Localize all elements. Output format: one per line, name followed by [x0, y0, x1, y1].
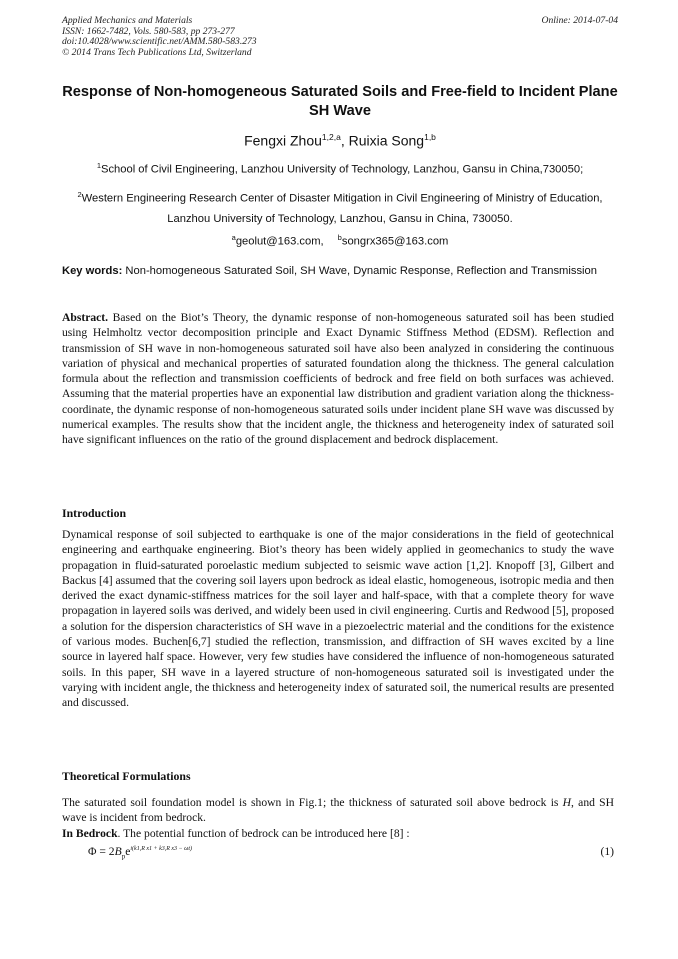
introduction-heading: Introduction — [62, 506, 127, 520]
author-list — [62, 128, 618, 150]
keywords-block — [62, 264, 614, 279]
affiliation-1 — [62, 156, 618, 180]
issn-line: ISSN: 1662-7482, Vols. 580-583, pp 273-277 — [62, 25, 235, 37]
author-separator: , — [340, 132, 349, 149]
abstract-block — [62, 310, 614, 448]
equation-exponent: i(k1,R x1 + k3,R x3 − ωt) — [130, 846, 193, 853]
bedrock-text: . The potential function of bedrock can be introduced here [8] : — [117, 826, 410, 840]
introduction-text: Dynamical response of soil subjected to earthquake is one of the major considerations in the field of geotechnical engineering and earthquake engineering. Biot’s theory has been widely applied in geomechanics to study the wave propagation in fluid-saturated poroelastic medium subjected to seismic wave action [1,2]. Knopoff [3], Gilbert and Backus [4] assumed that the covering soil layers upon bedrock as ideal elastic, homogeneous, isotropic media and then derived the exact dynamic-stiffness matrices for the soil layer and half-space, with that a complete theory for wave propagation in layered soils was derived, and widely been used in civil engineering. Curtis and Redwood [5], proposed a solution for the dispersion characteristics of SH wave in a piezoelectric material and the conditions for the existence of various modes. Buchen[6,7] studied the reflection, transmission, and diffraction of SH waves excited by a line source in layered half space. However, very few studies have considered the influence of non-homogeneous saturated soils. In this paper, SH wave in a layered structure of non-homogeneous saturated soil is investigated under the varying with incident angle, the thickness and heterogeneity index of saturated soil, the numerical results are presented and discussed. — [62, 528, 614, 710]
abstract-label: Abstract. — [62, 311, 109, 324]
author-superscript: 1,b — [424, 132, 436, 142]
email-marker: b — [337, 233, 342, 242]
email-address[interactable]: songrx365@163.com — [341, 235, 449, 248]
equation-number: (1) — [600, 845, 614, 858]
paper-title: Response of Non-homogeneous Saturated Soils and Free-field to Incident Plane SH Wave — [62, 84, 618, 119]
email-address[interactable]: geolut@163.com, — [235, 235, 324, 248]
theory-paragraph: The saturated soil foundation model is shown in Fig.1; the thickness of saturated soil above bedrock is — [62, 796, 563, 809]
abstract-text: Based on the Biot’s Theory, the dynamic response of non-homogeneous saturated soil has been studied using Helmholtz vector decomposition principle and Exact Dynamic Stiffness Method (EDSM). Reflection and transmission of SH wave in non-homogeneous saturated soil have also been analyzed in considering the continuous variation of physical and mechanical properties of saturated foundation along the thickness. The general calculation formula about the reflection and transmission coefficients of bedrock and free field on both surfaces was achieved. Assuming that the material properties have an exponential law distribution and gradient variation along the thickness-coordinate, the dynamic response of non-homogeneous saturated soils under incident plane SH wave was discussed by numerical examples. The results show that the incident angle, the thickness and heterogeneity index of saturated soil have significant influences on the ratio of the ground displacement and bedrock displacement. — [62, 311, 614, 447]
bedrock-label: In Bedrock — [62, 826, 118, 840]
doi-line[interactable]: doi:10.4028/www.scientific.net/AMM.580-583.273 — [62, 36, 257, 48]
affiliation-2 — [62, 185, 618, 230]
theory-paragraph: , and SH wave is incident from bedrock. — [62, 796, 614, 825]
copyright-line: © 2014 Trans Tech Publications Ltd, Switzerland — [62, 46, 252, 58]
equation-1 — [88, 842, 614, 862]
affiliation-marker: 2 — [77, 190, 82, 199]
online-date: Online: 2014-07-04 — [541, 15, 618, 26]
journal-name: Applied Mechanics and Materials — [62, 15, 193, 26]
equation-expression: $\Phi = 2B_pe^{i(k1,R x1 + k3,R x3 - \omega t)}$ — [88, 845, 193, 861]
affiliation-text: School of Civil Engineering, Lanzhou University of Technology, Lanzhou, Gansu in China,730050; — [100, 163, 584, 176]
affiliation-marker: 1 — [96, 161, 101, 170]
theory-text — [62, 795, 614, 841]
affiliation-text: Western Engineering Research Center of Disaster Mitigation in Civil Engineering of Ministry of Education, Lanzhou University of Technology, Lanzhou, Gansu in China, 730050. — [81, 192, 603, 226]
author-superscript: 1,2,a — [321, 132, 341, 142]
keywords-text: Non-homogeneous Saturated Soil, SH Wave, Dynamic Response, Reflection and Transmission — [125, 265, 597, 277]
author-name: Ruixia Song — [348, 132, 425, 149]
author-emails — [62, 228, 618, 252]
author-name: Fengxi Zhou — [244, 132, 322, 149]
keywords-label: Key words: — [62, 265, 123, 277]
theory-heading: Theoretical Formulations — [62, 769, 191, 783]
thickness-symbol: H — [562, 796, 572, 809]
journal-header — [62, 16, 618, 58]
email-marker: a — [231, 233, 236, 242]
